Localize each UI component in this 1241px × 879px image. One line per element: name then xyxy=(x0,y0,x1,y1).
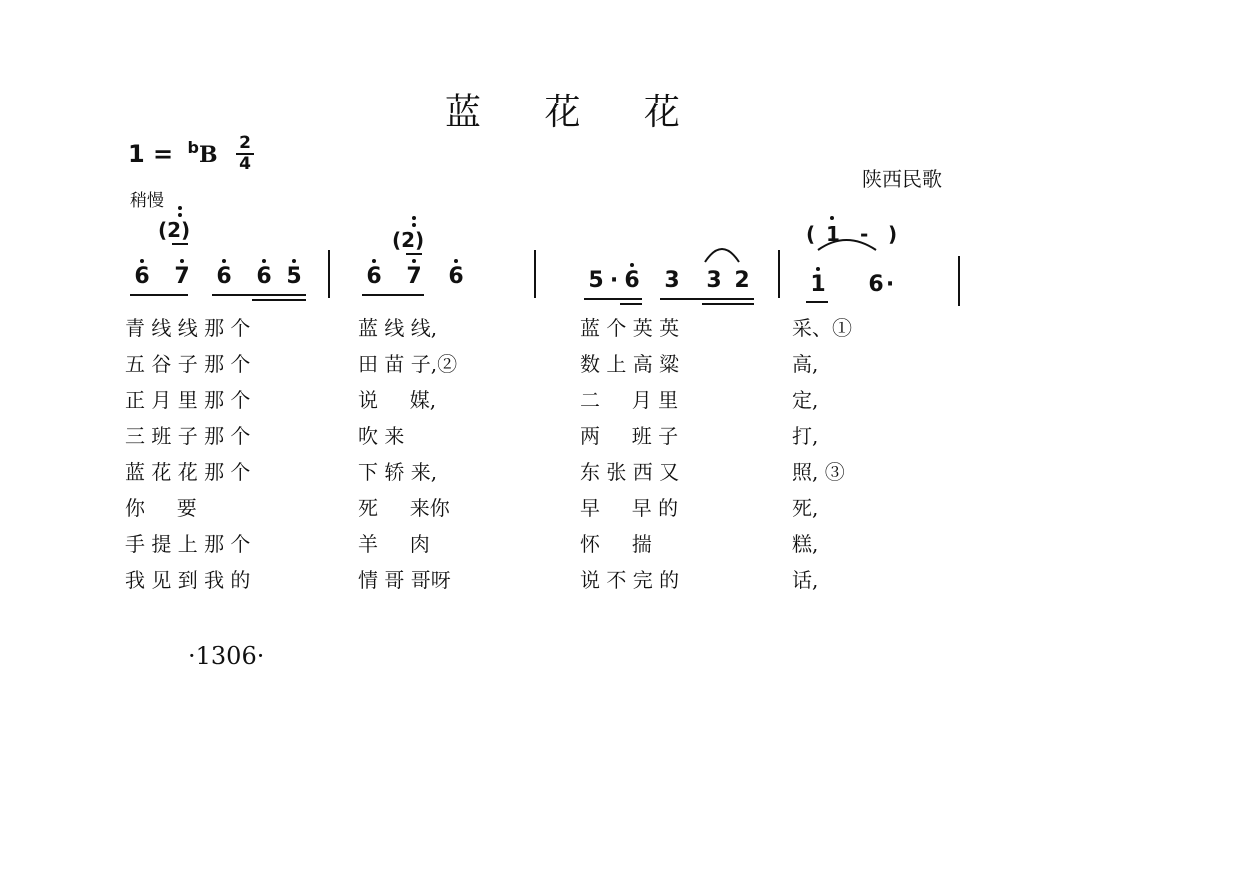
lyric-line-1-col-4: 采、① xyxy=(792,316,852,340)
lyric-line-2-col-1: 五 谷 子 那 个 xyxy=(125,352,251,376)
beam-m4 xyxy=(806,301,828,303)
tempo-marking: 稍慢 xyxy=(130,191,164,211)
ornament-m4-dash: - xyxy=(860,222,869,246)
lyric-line-6-col-1: 你 要 xyxy=(125,496,197,520)
high-octave-dot xyxy=(630,263,634,267)
final-barline xyxy=(958,256,960,306)
note: 6 xyxy=(256,264,272,289)
beam-m3-c xyxy=(660,298,754,300)
note: 6 xyxy=(134,264,150,289)
lyric-line-7-col-1: 手 提 上 那 个 xyxy=(125,532,251,556)
lyric-line-8-col-3: 说 不 完 的 xyxy=(580,568,680,592)
lyric-line-8-col-1: 我 见 到 我 的 xyxy=(125,568,251,592)
note: 3 xyxy=(664,268,680,293)
beam-m3-b xyxy=(620,303,642,305)
note: 6 xyxy=(448,264,464,289)
lyric-line-8-col-4: 话, xyxy=(792,568,819,592)
note: 3 xyxy=(706,268,722,293)
lyric-line-4-col-2: 吹 来 xyxy=(358,424,405,448)
high-octave-dot xyxy=(180,259,184,263)
lyric-line-1-col-2: 蓝 线 线, xyxy=(358,316,438,340)
beam-m1-c xyxy=(252,299,306,301)
high-octave-dot xyxy=(454,259,458,263)
beam-m3-a xyxy=(584,298,642,300)
slur-m4 xyxy=(818,240,876,250)
lyric-line-4-col-4: 打, xyxy=(792,424,819,448)
barline xyxy=(778,250,780,298)
lyric-line-3-col-3: 二 月 里 xyxy=(580,388,679,412)
lyric-line-5-col-4: 照, ③ xyxy=(792,460,845,484)
high-octave-dot xyxy=(140,259,144,263)
song-origin: 陕西民歌 xyxy=(862,167,942,191)
ornament-m4-note: 1 xyxy=(826,222,840,246)
note: 7 xyxy=(174,264,190,289)
high-octave-dot xyxy=(816,267,820,271)
note-augmentation-dot: · xyxy=(609,268,619,293)
note: 6 xyxy=(868,272,884,297)
beam-m1-b xyxy=(212,294,306,296)
lyric-line-7-col-4: 糕, xyxy=(792,532,819,556)
lyric-line-2-col-3: 数 上 高 粱 xyxy=(580,352,680,376)
lyric-line-1-col-1: 青 线 线 那 个 xyxy=(125,316,251,340)
lyric-line-1-col-3: 蓝 个 英 英 xyxy=(580,316,680,340)
lyric-line-3-col-1: 正 月 里 那 个 xyxy=(125,388,251,412)
lyric-line-2-col-2: 田 苗 子,② xyxy=(358,352,458,376)
page-number: ·1306· xyxy=(188,642,265,670)
lyric-line-3-col-4: 定, xyxy=(792,388,819,412)
ornament-m4-open: ( xyxy=(806,222,816,246)
lyric-line-7-col-3: 怀 揣 xyxy=(580,532,652,556)
flat-sign: b xyxy=(187,138,199,157)
high-octave-dot xyxy=(372,259,376,263)
high-octave-dot xyxy=(292,259,296,263)
ornament-m1: (2) xyxy=(158,218,191,242)
note: 5 xyxy=(286,264,302,289)
lyric-line-5-col-1: 蓝 花 花 那 个 xyxy=(125,460,251,484)
note: 2 xyxy=(734,268,750,293)
lyric-line-3-col-2: 说 媒, xyxy=(358,388,437,412)
ornament-m4-close: ) xyxy=(888,222,898,246)
lyric-line-5-col-3: 东 张 西 又 xyxy=(580,460,680,484)
note: 6 xyxy=(216,264,232,289)
meter-top: 2 xyxy=(239,133,251,153)
high-octave-dot xyxy=(412,259,416,263)
beam-m1-a xyxy=(130,294,188,296)
note: 7 xyxy=(406,264,422,289)
high-octave-dot xyxy=(222,259,226,263)
beam-m2 xyxy=(362,294,424,296)
lyric-line-4-col-1: 三 班 子 那 个 xyxy=(125,424,251,448)
key-tonic: B xyxy=(198,142,218,168)
slur-m3 xyxy=(705,249,739,262)
beam-m3-d xyxy=(702,303,754,305)
high-octave-dot xyxy=(262,259,266,263)
lyric-line-6-col-3: 早 早 的 xyxy=(580,496,679,520)
note: 6 xyxy=(366,264,382,289)
meter-bottom: 4 xyxy=(239,154,251,174)
note-augmentation-dot: · xyxy=(885,272,895,297)
lyric-line-4-col-3: 两 班 子 xyxy=(580,424,679,448)
key-prefix: 1 = xyxy=(128,140,182,168)
barline xyxy=(534,250,536,298)
song-title: 蓝 花 花 xyxy=(445,92,706,133)
lyric-line-6-col-4: 死, xyxy=(792,496,819,520)
lyric-line-5-col-2: 下 轿 来, xyxy=(358,460,438,484)
note: 1 xyxy=(810,272,826,297)
lyric-line-2-col-4: 高, xyxy=(792,352,819,376)
lyric-line-6-col-2: 死 来你 xyxy=(358,496,450,520)
barline xyxy=(328,250,330,298)
lyric-line-8-col-2: 情 哥 哥呀 xyxy=(358,568,451,592)
ornament-m2: (2) xyxy=(392,228,425,252)
note: 5 xyxy=(588,268,604,293)
lyric-line-7-col-2: 羊 肉 xyxy=(358,532,430,556)
note: 6 xyxy=(624,268,640,293)
